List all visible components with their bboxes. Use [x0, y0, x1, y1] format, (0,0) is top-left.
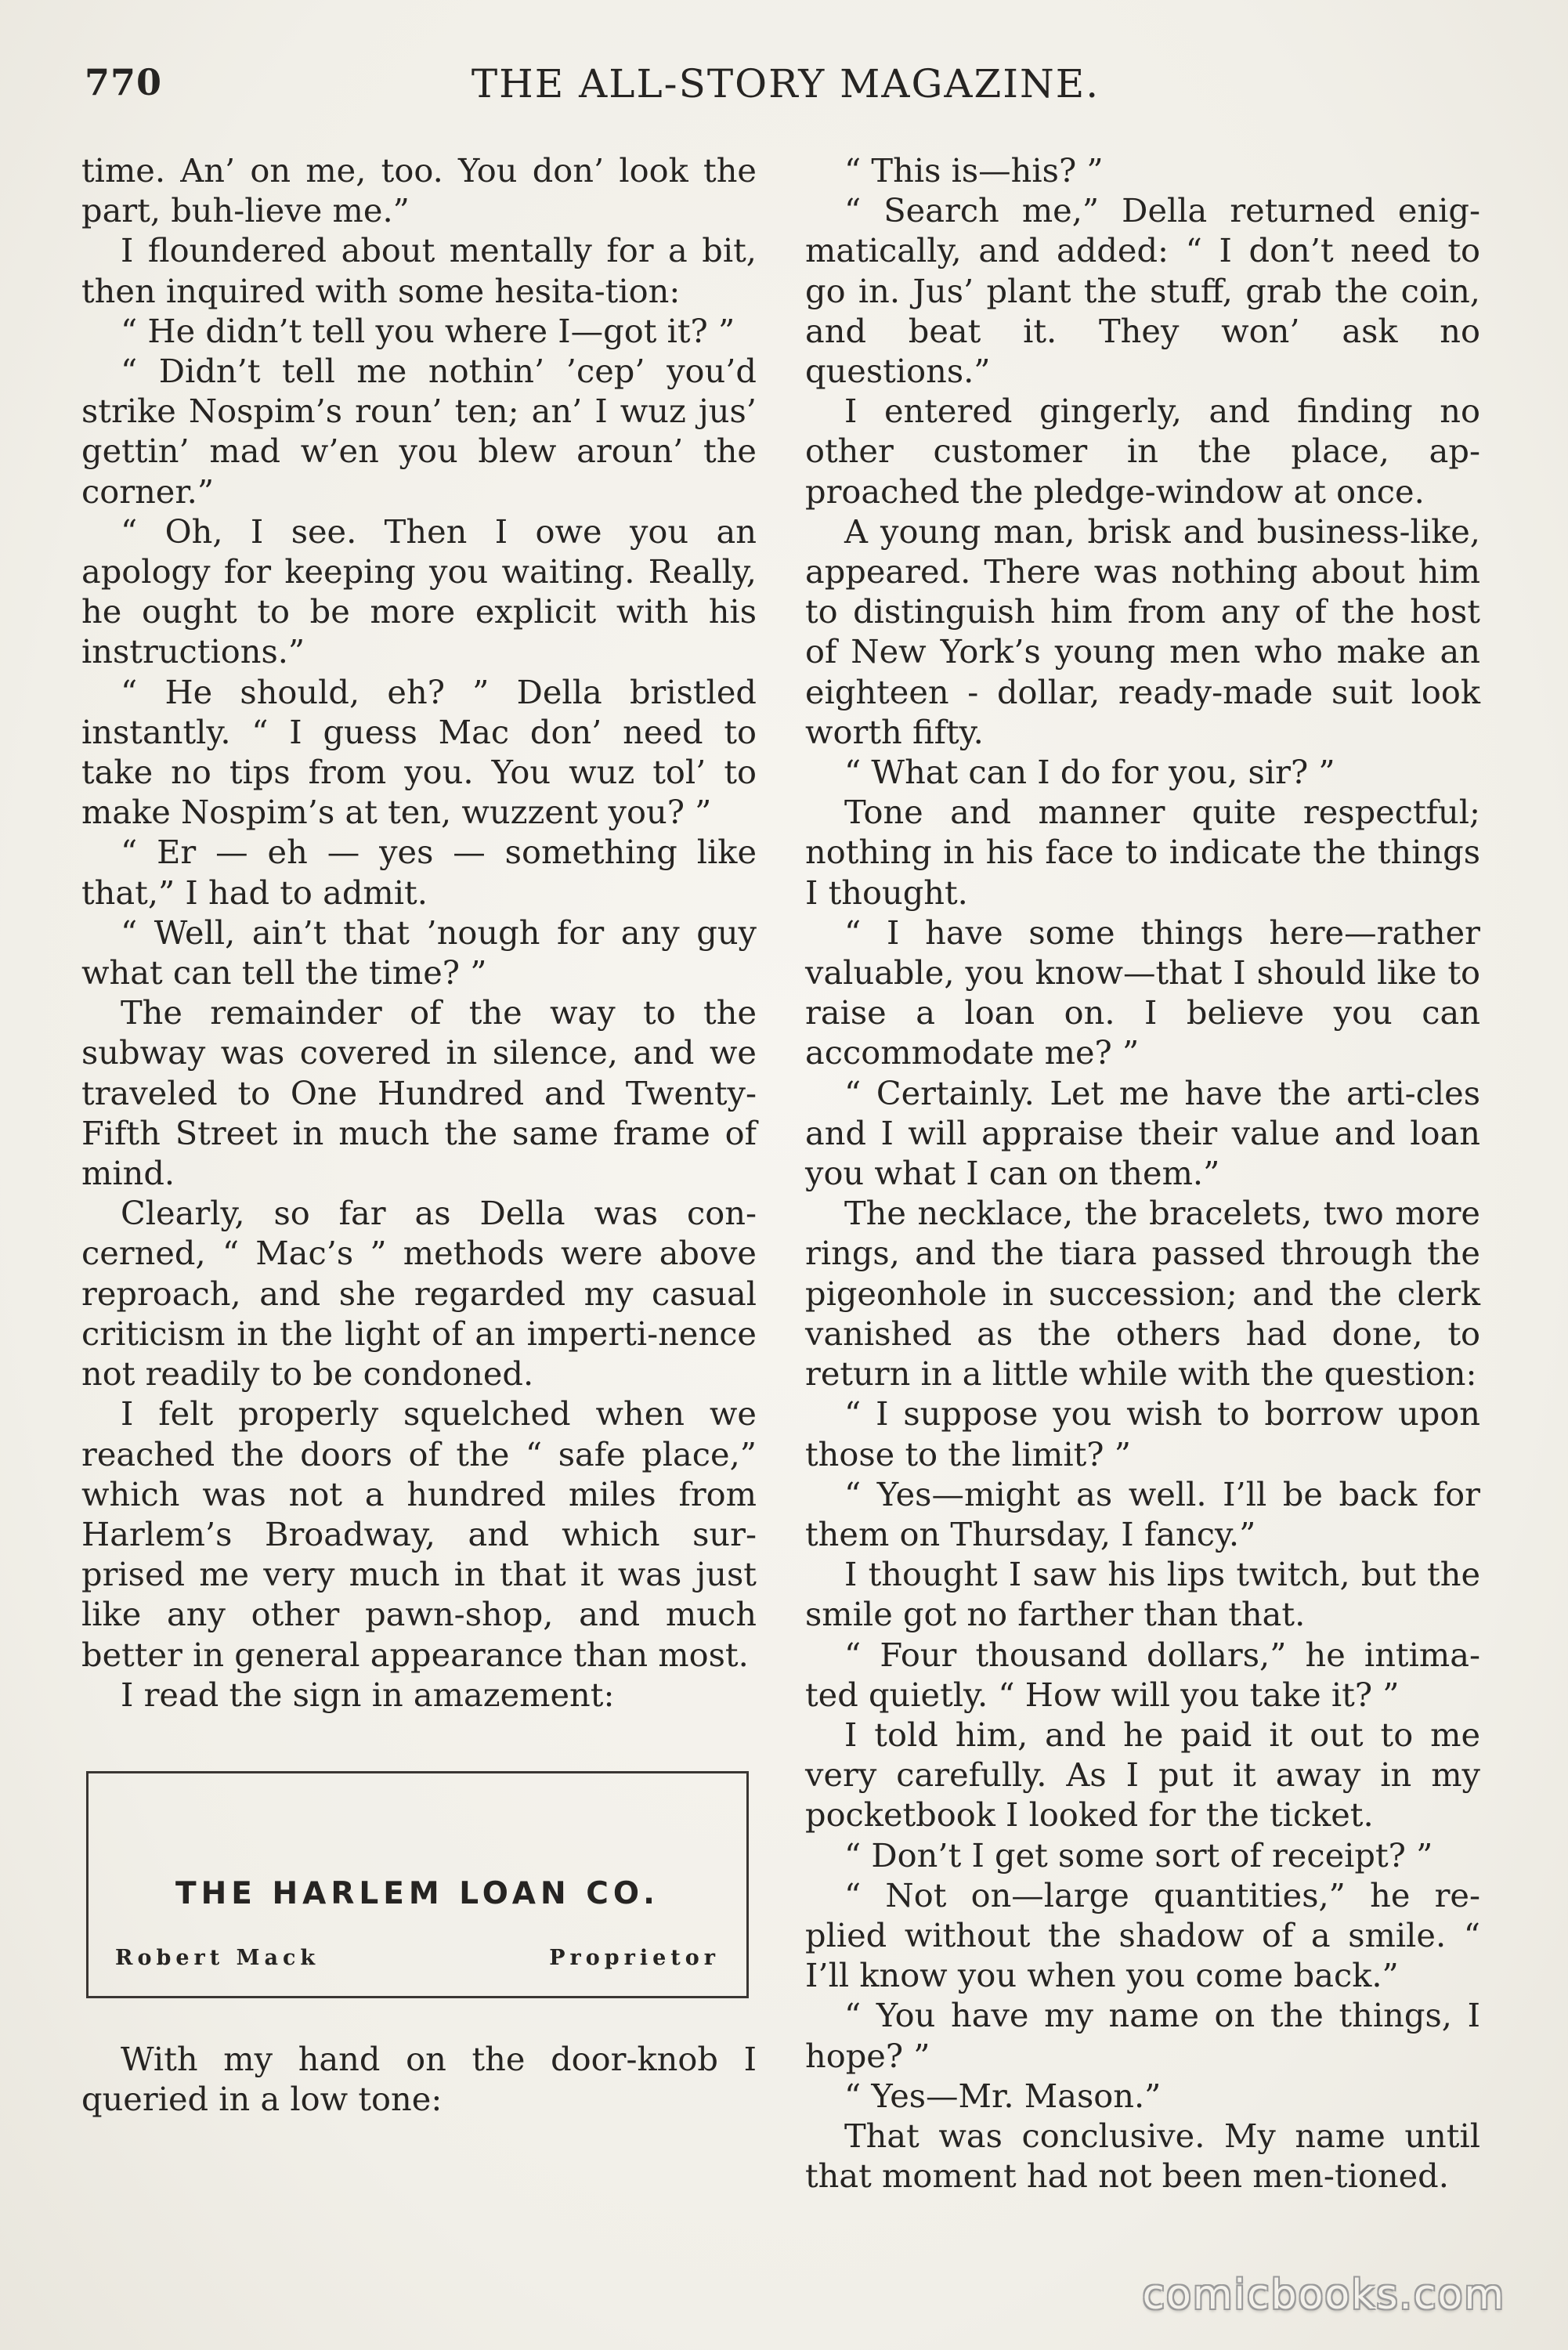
paragraph: “ What can I do for you, sir? ”	[844, 753, 1335, 792]
sign-owner-name: Robert Mack	[115, 1945, 320, 1970]
paragraph: “ Didn’t tell me nothin’ ’cep’ you’d strike Nospim’s roun’ ten; an’ I wuz jus’ gettin’ mad w’en you blew aroun’ the corner.”	[81, 352, 757, 511]
paragraph: “ Four thousand dollars,” he intima-ted quietly. “ How will you take it? ”	[805, 1635, 1480, 1714]
right-column	[805, 150, 1480, 2196]
site-watermark: comicbooks.com	[1142, 2272, 1505, 2319]
paragraph: “ Er — eh — yes — something like that,” I had to admit.	[81, 833, 757, 912]
paragraph: time. An’ on me, too. You don’ look the part, buh-lieve me.”	[81, 151, 757, 230]
sign-owner-title: Proprietor	[549, 1945, 720, 1970]
paragraph: “ Yes—Mr. Mason.”	[844, 2076, 1162, 2115]
paragraph: “ I have some things here—rather valuable, you know—that I should like to raise a loan on. I believe you can accommodate me? ”	[805, 913, 1480, 1072]
paragraph: “ Oh, I see. Then I owe you an apology for keeping you waiting. Really, he ought to be more explicit with his instructions.”	[81, 512, 757, 671]
paragraph: “ Don’t I get some sort of receipt? ”	[844, 1835, 1433, 1875]
running-head: THE ALL-STORY MAGAZINE.	[471, 61, 1100, 107]
paragraph: With my hand on the door-knob I queried in a low tone:	[81, 2039, 757, 2119]
paragraph: That was conclusive. My name until that moment had not been men-tioned.	[805, 2116, 1480, 2196]
paragraph: The necklace, the bracelets, two more rings, and the tiara passed through the pigeonhole in succession; and the clerk vanished as the others had done, to return in a little while with the question:	[805, 1194, 1480, 1394]
paragraph: “ Yes—might as well. I’ll be back for them on Thursday, I fancy.”	[805, 1474, 1480, 1553]
paragraph: “ Well, ain’t that ’nough for any guy what can tell the time? ”	[81, 913, 757, 992]
left-column	[81, 150, 757, 2119]
paragraph: Clearly, so far as Della was con-cerned, “ Mac’s ” methods were above reproach, and she regarded my casual criticism in the light of an imperti-nence not readily to be condoned.	[81, 1194, 757, 1394]
paragraph: “ Not on—large quantities,” he re-plied without the shadow of a smile. “ I’ll know you when you come back.”	[805, 1875, 1480, 1995]
paragraph: I floundered about mentally for a bit, then inquired with some hesita-tion:	[81, 231, 757, 310]
paragraph: I thought I saw his lips twitch, but the smile got no farther than that.	[805, 1555, 1480, 1634]
paragraph: I read the sign in amazement:	[121, 1675, 615, 1714]
paragraph: I felt properly squelched when we reached the doors of the “ safe place,” which was not a hundred miles from Harlem’s Broadway, and which sur-prised me very much in that it was just like any other pawn-shop, and much better in general appearance than most.	[81, 1394, 757, 1674]
sign-company-name: THE HARLEM LOAN CO.	[175, 1875, 659, 1911]
paragraph: “ He didn’t tell you where I—got it? ”	[121, 311, 735, 350]
paragraph: “ Search me,” Della returned enig-matically, and added: “ I don’t need to go in. Jus’ plant the stuff, grab the coin, and beat it. They won’ ask no questions.”	[805, 191, 1480, 391]
paragraph: “ This is—his? ”	[844, 151, 1104, 190]
pawnshop-sign	[86, 1771, 749, 1998]
paragraph: The remainder of the way to the subway was covered in silence, and we traveled to One Hundred and Twenty-Fifth Street in much the same frame of mind.	[81, 993, 757, 1193]
paragraph: A young man, brisk and business-like, appeared. There was nothing about him to distinguish him from any of the host of New York’s young men who make an eighteen - dollar, ready-made suit look worth fifty.	[805, 512, 1480, 751]
paragraph: “ I suppose you wish to borrow upon those to the limit? ”	[805, 1394, 1480, 1473]
paragraph: “ Certainly. Let me have the arti-cles and I will appraise their value and loan you what I can on them.”	[805, 1073, 1480, 1193]
paragraph: “ You have my name on the things, I hope? ”	[805, 1996, 1480, 2075]
page-header	[85, 61, 1487, 116]
paragraph: I told him, and he paid it out to me very carefully. As I put it away in my pocketbook I looked for the ticket.	[805, 1715, 1480, 1835]
paragraph: I entered gingerly, and finding no other customer in the place, ap-proached the pledge-window at once.	[805, 392, 1480, 511]
paragraph: Tone and manner quite respectful; nothing in his face to indicate the things I thought.	[805, 793, 1480, 912]
paragraph: “ He should, eh? ” Della bristled instantly. “ I guess Mac don’ need to take no tips from you. You wuz tol’ to make Nospim’s at ten, wuzzent you? ”	[81, 672, 757, 832]
page-number: 770	[85, 61, 163, 103]
